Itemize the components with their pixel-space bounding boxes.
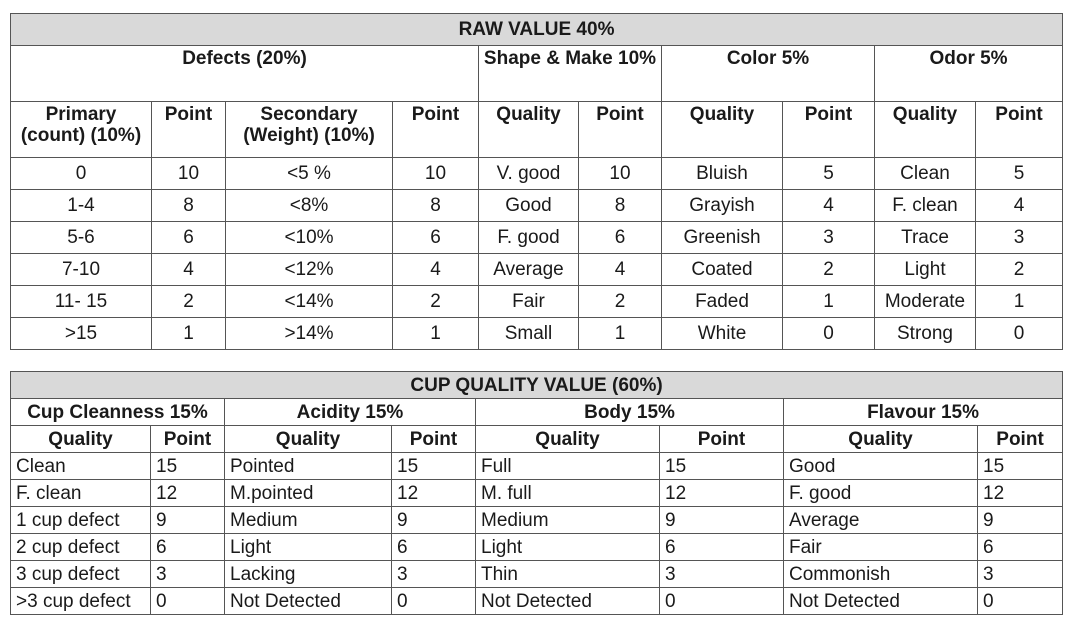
- table-cell: Clean: [11, 453, 151, 480]
- table-cell: Commonish: [784, 561, 978, 588]
- acidity-group-header: Acidity 15%: [225, 399, 476, 426]
- table-cell: 1: [783, 286, 875, 318]
- table-row: [11, 318, 1063, 350]
- table-cell: 1: [393, 318, 479, 350]
- point-header: Point: [392, 426, 476, 453]
- body-group-header: Body 15%: [476, 399, 784, 426]
- table-cell: 1: [976, 286, 1063, 318]
- table-cell: 9: [151, 507, 225, 534]
- cup-quality-title: CUP QUALITY VALUE (60%): [11, 372, 1063, 399]
- table-cell: Fair: [479, 286, 579, 318]
- table-cell: 2: [976, 254, 1063, 286]
- table-cell: Strong: [875, 318, 976, 350]
- quality-header: Quality: [479, 102, 579, 158]
- table-cell: 6: [152, 222, 226, 254]
- table-cell: <10%: [226, 222, 393, 254]
- point-header: Point: [151, 426, 225, 453]
- table-cell: 9: [392, 507, 476, 534]
- table-cell: 9: [660, 507, 784, 534]
- point-header: Point: [783, 102, 875, 158]
- table-cell: Thin: [476, 561, 660, 588]
- table-cell: 5-6: [11, 222, 152, 254]
- table-cell: 6: [393, 222, 479, 254]
- table-cell: Greenish: [662, 222, 783, 254]
- table-row: [11, 158, 1063, 190]
- table-row: [11, 507, 1063, 534]
- table-cell: 6: [151, 534, 225, 561]
- table-cell: 10: [152, 158, 226, 190]
- table-cell: Light: [225, 534, 392, 561]
- table-cell: 12: [660, 480, 784, 507]
- table-cell: 9: [978, 507, 1063, 534]
- table-cell: 8: [152, 190, 226, 222]
- table-cell: 1: [152, 318, 226, 350]
- table-cell: >15: [11, 318, 152, 350]
- table-cell: Not Detected: [225, 588, 392, 615]
- table-row: [11, 561, 1063, 588]
- table-cell: 4: [976, 190, 1063, 222]
- table-cell: 11- 15: [11, 286, 152, 318]
- quality-header: Quality: [476, 426, 660, 453]
- table-cell: Full: [476, 453, 660, 480]
- table-cell: 3: [151, 561, 225, 588]
- quality-header: Quality: [225, 426, 392, 453]
- table-cell: Not Detected: [784, 588, 978, 615]
- table-cell: Good: [479, 190, 579, 222]
- defects-group-header: Defects (20%): [11, 46, 479, 102]
- secondary-weight-header: Secondary (Weight) (10%): [226, 102, 393, 158]
- table-cell: 0: [11, 158, 152, 190]
- table-cell: V. good: [479, 158, 579, 190]
- table-cell: 15: [392, 453, 476, 480]
- table-cell: M. full: [476, 480, 660, 507]
- table-cell: <8%: [226, 190, 393, 222]
- table-cell: Medium: [476, 507, 660, 534]
- table-cell: Light: [476, 534, 660, 561]
- table-row: [11, 534, 1063, 561]
- table-cell: F. good: [479, 222, 579, 254]
- table-cell: 1: [579, 318, 662, 350]
- table-cell: 4: [152, 254, 226, 286]
- table-cell: 3: [783, 222, 875, 254]
- table-cell: Not Detected: [476, 588, 660, 615]
- table-row: [11, 286, 1063, 318]
- table-cell: 2: [152, 286, 226, 318]
- point-header: Point: [152, 102, 226, 158]
- table-cell: F. good: [784, 480, 978, 507]
- table-row: [11, 254, 1063, 286]
- table-cell: >3 cup defect: [11, 588, 151, 615]
- table-cell: 6: [392, 534, 476, 561]
- table-cell: 0: [151, 588, 225, 615]
- quality-header: Quality: [784, 426, 978, 453]
- table-cell: 0: [976, 318, 1063, 350]
- table-row: [11, 190, 1063, 222]
- table-cell: 15: [660, 453, 784, 480]
- point-header: Point: [660, 426, 784, 453]
- table-cell: 1 cup defect: [11, 507, 151, 534]
- table-cell: Good: [784, 453, 978, 480]
- cup-quality-table: [10, 371, 1063, 615]
- table-cell: 6: [978, 534, 1063, 561]
- table-cell: White: [662, 318, 783, 350]
- table-cell: Clean: [875, 158, 976, 190]
- table-row: [11, 480, 1063, 507]
- quality-header: Quality: [875, 102, 976, 158]
- table-row: [11, 453, 1063, 480]
- table-cell: 10: [579, 158, 662, 190]
- table-cell: 4: [393, 254, 479, 286]
- table-cell: F. clean: [875, 190, 976, 222]
- table-cell: Faded: [662, 286, 783, 318]
- table-cell: 4: [783, 190, 875, 222]
- table-cell: 2: [579, 286, 662, 318]
- table-cell: Bluish: [662, 158, 783, 190]
- table-cell: 0: [978, 588, 1063, 615]
- table-cell: Fair: [784, 534, 978, 561]
- table-cell: 2: [783, 254, 875, 286]
- table-cell: 6: [660, 534, 784, 561]
- table-cell: 2: [393, 286, 479, 318]
- table-cell: 2 cup defect: [11, 534, 151, 561]
- table-cell: 4: [579, 254, 662, 286]
- raw-value-title: RAW VALUE 40%: [11, 14, 1063, 46]
- table-cell: 10: [393, 158, 479, 190]
- table-cell: Lacking: [225, 561, 392, 588]
- color-group-header: Color 5%: [662, 46, 875, 102]
- table-cell: <14%: [226, 286, 393, 318]
- table-cell: 15: [151, 453, 225, 480]
- table-cell: Light: [875, 254, 976, 286]
- odor-group-header: Odor 5%: [875, 46, 1063, 102]
- table-cell: 7-10: [11, 254, 152, 286]
- table-cell: 0: [783, 318, 875, 350]
- point-header: Point: [976, 102, 1063, 158]
- table-cell: Average: [784, 507, 978, 534]
- table-cell: 0: [392, 588, 476, 615]
- primary-count-header: Primary (count) (10%): [11, 102, 152, 158]
- table-cell: Moderate: [875, 286, 976, 318]
- table-cell: 5: [783, 158, 875, 190]
- table-cell: Trace: [875, 222, 976, 254]
- quality-header: Quality: [662, 102, 783, 158]
- table-cell: 12: [392, 480, 476, 507]
- table-cell: 0: [660, 588, 784, 615]
- table-cell: 5: [976, 158, 1063, 190]
- flavour-group-header: Flavour 15%: [784, 399, 1063, 426]
- point-header: Point: [579, 102, 662, 158]
- table-cell: 12: [151, 480, 225, 507]
- table-cell: Medium: [225, 507, 392, 534]
- table-cell: Average: [479, 254, 579, 286]
- table-cell: 12: [978, 480, 1063, 507]
- table-cell: 3 cup defect: [11, 561, 151, 588]
- table-cell: 15: [978, 453, 1063, 480]
- table-cell: Coated: [662, 254, 783, 286]
- table-cell: 3: [978, 561, 1063, 588]
- table-cell: 3: [392, 561, 476, 588]
- table-row: [11, 588, 1063, 615]
- table-cell: >14%: [226, 318, 393, 350]
- table-cell: 8: [579, 190, 662, 222]
- table-cell: 3: [976, 222, 1063, 254]
- quality-header: Quality: [11, 426, 151, 453]
- raw-value-table: [10, 13, 1063, 350]
- point-header: Point: [978, 426, 1063, 453]
- table-cell: 1-4: [11, 190, 152, 222]
- point-header: Point: [393, 102, 479, 158]
- cup-cleanness-group-header: Cup Cleanness 15%: [11, 399, 225, 426]
- table-cell: Grayish: [662, 190, 783, 222]
- table-cell: 3: [660, 561, 784, 588]
- shape-make-group-header: Shape & Make 10%: [479, 46, 662, 102]
- table-cell: Pointed: [225, 453, 392, 480]
- table-cell: 6: [579, 222, 662, 254]
- table-row: [11, 222, 1063, 254]
- table-cell: M.pointed: [225, 480, 392, 507]
- table-cell: Small: [479, 318, 579, 350]
- table-cell: <5 %: [226, 158, 393, 190]
- table-cell: <12%: [226, 254, 393, 286]
- table-cell: F. clean: [11, 480, 151, 507]
- table-cell: 8: [393, 190, 479, 222]
